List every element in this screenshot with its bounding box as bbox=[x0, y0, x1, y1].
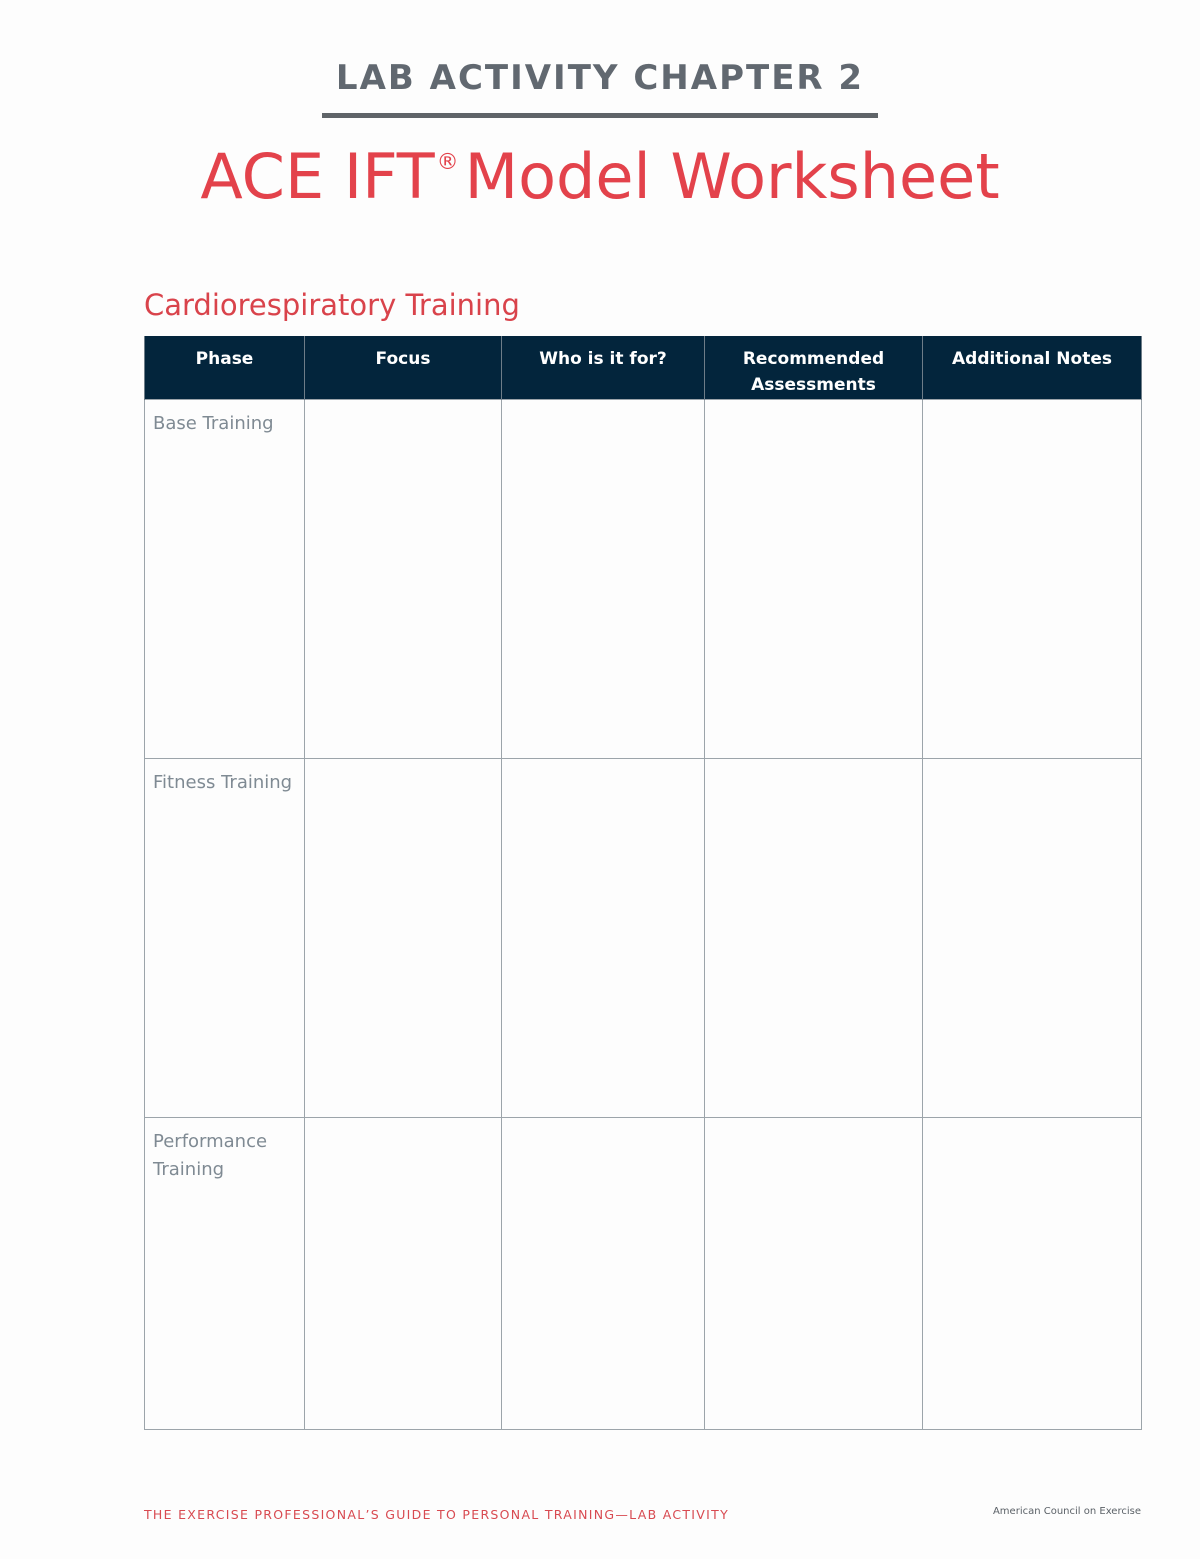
column-header-focus: Focus bbox=[305, 336, 502, 399]
section-heading: Cardiorespiratory Training bbox=[144, 288, 520, 322]
assessments-cell[interactable] bbox=[705, 399, 923, 758]
page-title bbox=[0, 140, 1200, 213]
notes-cell[interactable] bbox=[923, 1117, 1142, 1429]
who-cell[interactable] bbox=[502, 1117, 705, 1429]
footer-publisher: American Council on Exercise bbox=[992, 1506, 1141, 1517]
assessments-cell[interactable] bbox=[705, 1117, 923, 1429]
column-header-who: Who is it for? bbox=[502, 336, 705, 399]
phase-cell: Performance Training bbox=[145, 1117, 305, 1429]
table-row bbox=[145, 1117, 1142, 1429]
notes-cell[interactable] bbox=[923, 399, 1142, 758]
focus-cell[interactable] bbox=[305, 758, 502, 1117]
title-main: ACE IFT bbox=[200, 140, 435, 213]
title-rest: Model Worksheet bbox=[464, 140, 1000, 213]
registered-mark: ® bbox=[436, 150, 459, 175]
column-header-phase: Phase bbox=[145, 336, 305, 399]
footer-guide-title: THE EXERCISE PROFESSIONAL’S GUIDE TO PERSONAL TRAINING—LAB ACTIVITY bbox=[144, 1507, 730, 1522]
table-row bbox=[145, 399, 1142, 758]
column-header-notes: Additional Notes bbox=[923, 336, 1142, 399]
chapter-divider bbox=[322, 113, 878, 118]
notes-cell[interactable] bbox=[923, 758, 1142, 1117]
worksheet-table bbox=[144, 336, 1142, 1430]
who-cell[interactable] bbox=[502, 758, 705, 1117]
table-row bbox=[145, 758, 1142, 1117]
column-header-assessments: Recommended Assessments bbox=[705, 336, 923, 399]
chapter-label: LAB ACTIVITY CHAPTER 2 bbox=[335, 58, 865, 98]
table-header-row bbox=[145, 336, 1142, 399]
focus-cell[interactable] bbox=[305, 399, 502, 758]
phase-cell: Fitness Training bbox=[145, 758, 305, 1117]
who-cell[interactable] bbox=[502, 399, 705, 758]
assessments-cell[interactable] bbox=[705, 758, 923, 1117]
phase-cell: Base Training bbox=[145, 399, 305, 758]
focus-cell[interactable] bbox=[305, 1117, 502, 1429]
